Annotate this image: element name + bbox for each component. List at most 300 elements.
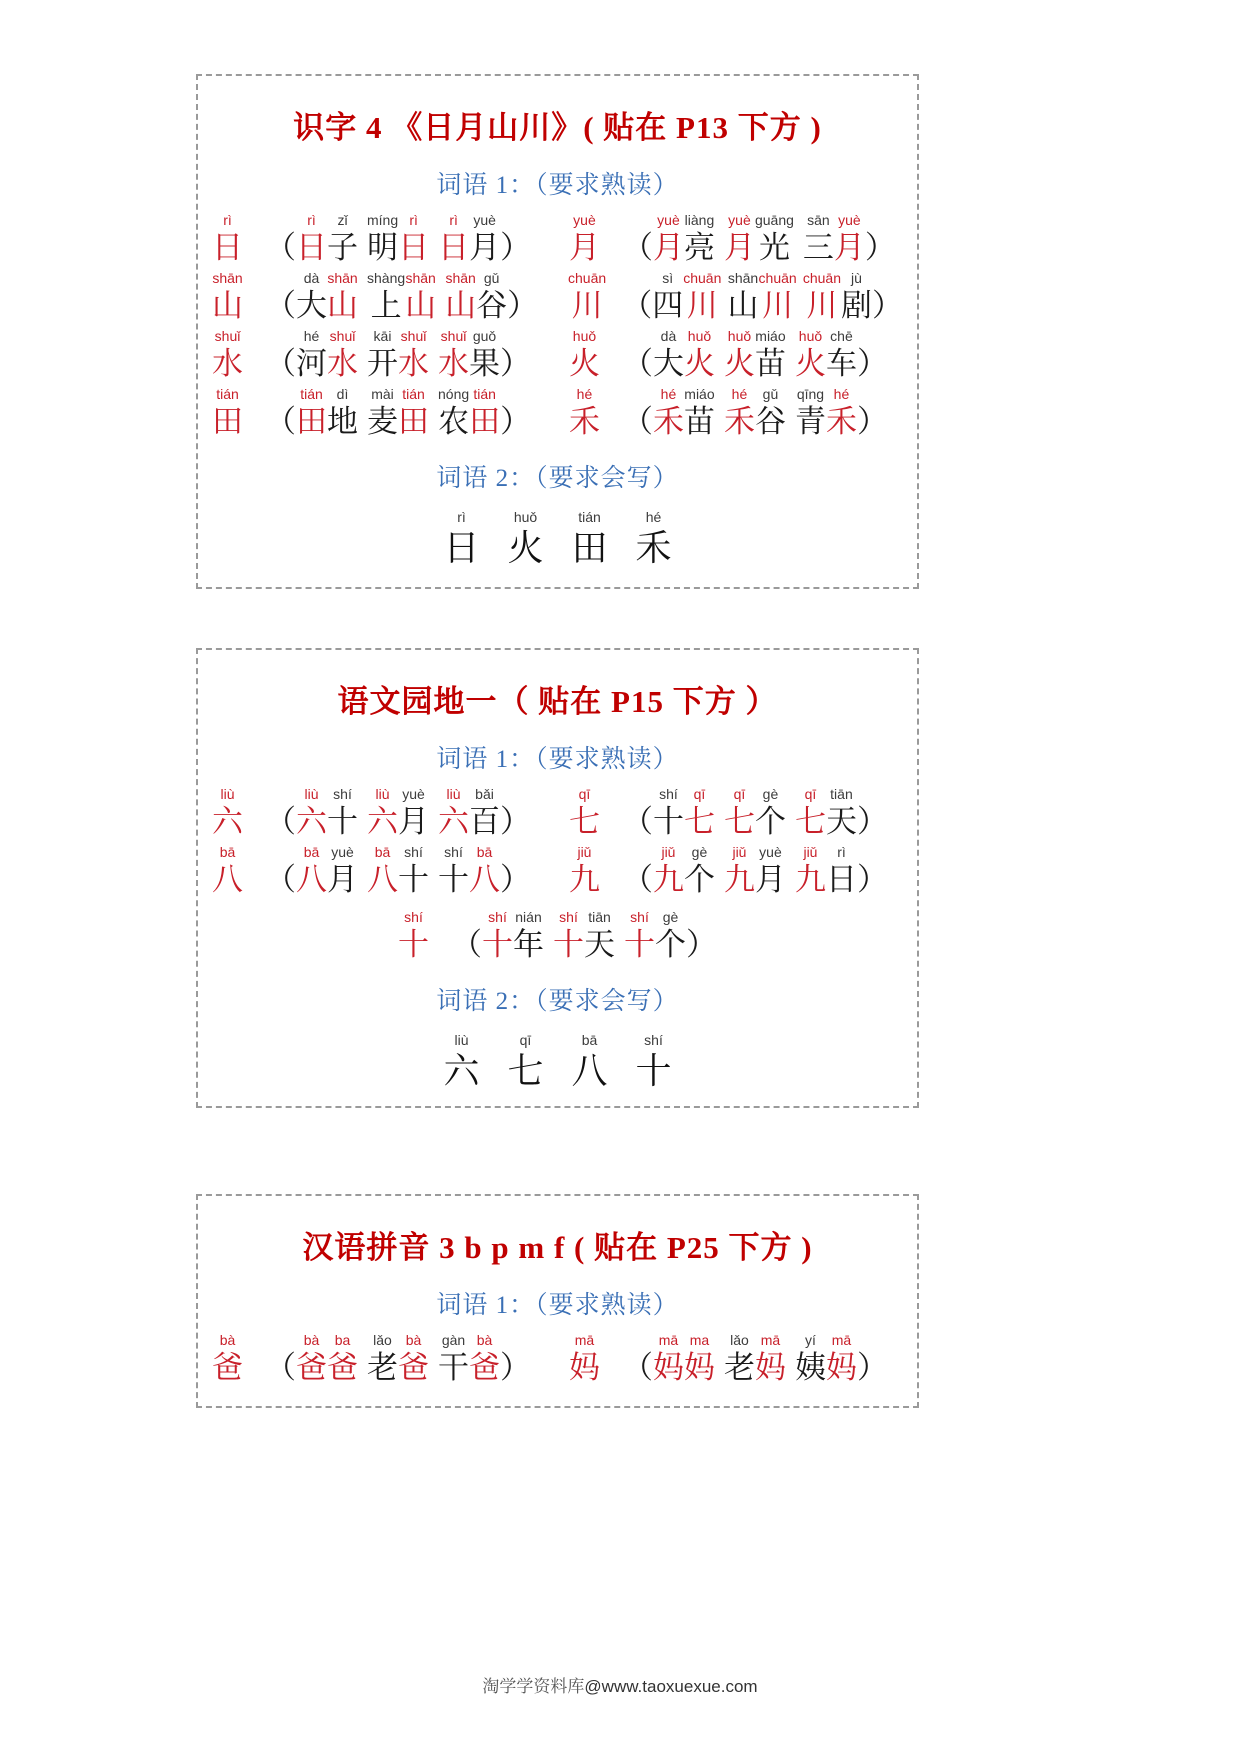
pinyin (514, 329, 518, 345)
word-group (212, 329, 569, 382)
annotated-char (367, 213, 398, 266)
write-char (636, 510, 672, 569)
watermark-cn: 淘学学资料库 (482, 1677, 585, 1696)
annotated-char (872, 271, 903, 324)
hanzi: 十 (327, 803, 358, 839)
hanzi: 禾 (652, 403, 684, 439)
hanzi: 爸 (327, 1349, 358, 1385)
hanzi: ） (500, 345, 531, 381)
annotated-char (622, 787, 653, 840)
annotated-char (367, 329, 398, 382)
annotated-char (755, 787, 786, 840)
annotated-char (296, 387, 327, 440)
annotated-char (584, 910, 615, 963)
hanzi: 光 (758, 229, 790, 265)
hanzi: 月 (469, 229, 501, 265)
pinyin: míng (367, 212, 399, 228)
write-chars-row (198, 510, 917, 569)
hanzi: 大 (652, 345, 684, 381)
annotated-char (212, 845, 243, 898)
pinyin: qī (519, 1032, 532, 1048)
annotated-char (265, 387, 296, 440)
annotated-char (367, 271, 405, 324)
hanzi: 田 (571, 527, 608, 568)
pinyin (514, 787, 518, 803)
annotated-char (469, 1333, 500, 1386)
pinyin: bā (374, 844, 391, 860)
pinyin: liù (220, 786, 235, 802)
pinyin: hé (303, 328, 320, 344)
annotated-char (622, 387, 653, 440)
pinyin: qī (733, 786, 746, 802)
pinyin: hé (660, 386, 677, 402)
hanzi: 个 (754, 803, 786, 839)
card-title: 汉语拼音 3 b p m f ( 贴在 P25 下方 ) (302, 1230, 813, 1265)
hanzi: 水 (327, 345, 358, 381)
annotated-char (500, 1333, 531, 1386)
pinyin: huǒ (513, 509, 538, 525)
hanzi: （ (621, 1349, 653, 1385)
hanzi: ） (864, 229, 896, 265)
pinyin: chuān (568, 270, 607, 286)
pinyin: dà (303, 270, 320, 286)
annotated-char (826, 387, 857, 440)
annotated-char (405, 271, 436, 324)
hanzi: ） (856, 345, 888, 381)
pinyin: tián (473, 386, 496, 402)
hanzi: 河 (296, 345, 327, 381)
annotated-char (759, 271, 797, 324)
annotated-char (212, 271, 243, 324)
annotated-char (296, 271, 327, 324)
annotated-char (724, 1333, 755, 1386)
annotated-char (212, 213, 243, 266)
hanzi: 七 (794, 803, 826, 839)
hanzi: 月 (568, 229, 600, 265)
hanzi: 七 (683, 803, 715, 839)
pinyin: miáo (755, 328, 786, 344)
card-shizi-4 (196, 74, 919, 589)
hanzi: 禾 (568, 403, 600, 439)
annotated-char (438, 1333, 469, 1386)
section-heading-ciyu2: 词语 2：（要求会写） (436, 988, 679, 1015)
hanzi: 麦 (367, 403, 398, 439)
footer-watermark (0, 1672, 1240, 1697)
annotated-char (500, 845, 531, 898)
pinyin: sì (662, 270, 674, 286)
pinyin: yuè (657, 212, 680, 228)
pinyin: gè (662, 909, 679, 925)
annotated-char (500, 329, 531, 382)
pinyin: hé (731, 386, 748, 402)
annotated-char (469, 787, 500, 840)
pinyin (636, 787, 640, 803)
pinyin: shí (488, 909, 507, 925)
hanzi: 田 (398, 403, 429, 439)
hanzi: ） (500, 1349, 531, 1385)
hanzi: 七 (568, 803, 600, 839)
word-group (212, 787, 569, 840)
hanzi: 水 (398, 345, 429, 381)
hanzi: 川 (571, 287, 603, 323)
word-group (569, 329, 903, 382)
annotated-char (865, 213, 896, 266)
annotated-char (469, 387, 500, 440)
annotated-char (826, 845, 857, 898)
annotated-char (212, 387, 243, 440)
annotated-char (367, 845, 398, 898)
write-chars-row (198, 1033, 917, 1092)
pinyin: rì (449, 212, 458, 228)
hanzi: 八 (571, 1050, 608, 1091)
pinyin: liù (304, 786, 319, 802)
pinyin: shuǐ (400, 328, 427, 344)
pinyin: shí (404, 909, 423, 925)
pinyin (636, 329, 640, 345)
annotated-char (622, 329, 653, 382)
pinyin: liù (454, 1032, 469, 1048)
hanzi: ） (507, 287, 539, 323)
pinyin: yuè (728, 212, 751, 228)
annotated-char (724, 213, 755, 266)
hanzi: （ (265, 345, 296, 381)
word-rows-container (198, 1333, 917, 1386)
hanzi: （ (451, 926, 482, 962)
annotated-char (327, 329, 358, 382)
pinyin: chuān (758, 270, 797, 286)
annotated-char (755, 213, 794, 266)
pinyin: jiǔ (661, 844, 676, 860)
annotated-char (265, 1333, 296, 1386)
hanzi: 天 (825, 803, 857, 839)
hanzi: （ (265, 229, 296, 265)
annotated-char (367, 787, 398, 840)
annotated-char (652, 271, 683, 324)
hanzi: 火 (683, 345, 715, 381)
annotated-char (826, 787, 857, 840)
annotated-char (482, 910, 513, 963)
pinyin: bā (219, 844, 236, 860)
pinyin: zǐ (337, 212, 348, 228)
pinyin: huǒ (727, 328, 752, 344)
pinyin: lǎo (730, 1332, 749, 1348)
annotated-char (327, 213, 358, 266)
pinyin: jù (851, 270, 862, 286)
pinyin: hé (645, 509, 662, 525)
pinyin: tián (300, 386, 323, 402)
hanzi: 剧 (841, 287, 872, 323)
annotated-char (438, 213, 469, 266)
annotated-char (653, 787, 684, 840)
annotated-char (265, 845, 296, 898)
annotated-char (568, 271, 606, 324)
hanzi: 果 (469, 345, 500, 381)
hanzi: ） (500, 403, 532, 439)
hanzi: 水 (438, 345, 469, 381)
annotated-char (728, 271, 759, 324)
word-group (212, 387, 569, 440)
hanzi: 月 (327, 861, 358, 897)
hanzi: 火 (723, 345, 755, 381)
pinyin (878, 213, 882, 229)
hanzi: 妈 (683, 1349, 715, 1385)
hanzi: 谷 (754, 403, 786, 439)
hanzi: 日 (443, 527, 480, 568)
hanzi: 十 (398, 926, 429, 962)
annotated-char (327, 387, 358, 440)
hanzi: 火 (507, 527, 544, 568)
hanzi: 妈 (825, 1349, 857, 1385)
pinyin (636, 387, 640, 403)
hanzi: 日 (296, 229, 327, 265)
annotated-char (826, 1333, 857, 1386)
annotated-char (857, 329, 888, 382)
pinyin: bà (476, 1332, 493, 1348)
hanzi: 天 (584, 926, 615, 962)
annotated-char (755, 1333, 786, 1386)
hanzi: 爸 (296, 1349, 327, 1385)
pinyin: gè (691, 844, 708, 860)
annotated-char (500, 787, 531, 840)
pinyin (700, 910, 704, 926)
pinyin: rì (457, 509, 466, 525)
annotated-char (265, 329, 296, 382)
hanzi: 老 (723, 1349, 755, 1385)
pinyin: bà (303, 1332, 320, 1348)
pinyin: bā (476, 844, 493, 860)
hanzi: 车 (825, 345, 857, 381)
annotated-char (653, 213, 684, 266)
pinyin (636, 845, 640, 861)
pinyin: rì (837, 844, 846, 860)
hanzi: 山 (405, 287, 437, 323)
word-group (568, 271, 903, 324)
annotated-char (367, 1333, 398, 1386)
word-row (212, 1333, 903, 1386)
pinyin: huǒ (687, 328, 712, 344)
annotated-char (857, 787, 888, 840)
hanzi: 九 (568, 861, 600, 897)
hanzi: （ (621, 861, 653, 897)
pinyin (514, 387, 518, 403)
annotated-char (398, 1333, 429, 1386)
pinyin (636, 213, 640, 229)
pinyin: yuè (331, 844, 354, 860)
pinyin: kāi (373, 328, 392, 344)
annotated-char (653, 845, 684, 898)
pinyin: shān (727, 270, 759, 286)
pinyin: shí (444, 844, 463, 860)
annotated-char (296, 787, 327, 840)
pinyin: guǒ (472, 328, 497, 344)
annotated-char (857, 387, 888, 440)
pinyin: qī (578, 786, 591, 802)
pinyin: bà (219, 1332, 236, 1348)
hanzi: （ (621, 403, 653, 439)
hanzi: ） (856, 861, 888, 897)
pinyin: hé (833, 386, 850, 402)
word-group (569, 787, 903, 840)
pinyin: nián (515, 909, 542, 925)
hanzi: 苗 (754, 345, 786, 381)
pinyin: shuǐ (440, 328, 467, 344)
pinyin: shí (644, 1032, 663, 1048)
word-group (569, 1333, 903, 1386)
hanzi: 月 (754, 861, 786, 897)
hanzi: 姨 (794, 1349, 826, 1385)
word-row-center (212, 910, 903, 963)
hanzi: 农 (438, 403, 470, 439)
pinyin (871, 845, 875, 861)
annotated-char (684, 787, 715, 840)
write-char (443, 510, 479, 569)
annotated-char (795, 387, 826, 440)
pinyin: gè (762, 786, 779, 802)
annotated-char (451, 910, 482, 963)
hanzi: 青 (794, 403, 826, 439)
hanzi: 八 (367, 861, 398, 897)
annotated-char (327, 787, 358, 840)
hanzi: 十 (652, 803, 684, 839)
hanzi: 日 (398, 229, 430, 265)
annotated-char (513, 910, 544, 963)
annotated-char (296, 1333, 327, 1386)
pinyin: bā (581, 1032, 598, 1048)
word-row (212, 787, 903, 840)
hanzi: 月 (398, 803, 429, 839)
hanzi: 妈 (754, 1349, 786, 1385)
hanzi: 爸 (212, 1349, 243, 1385)
hanzi: 七 (507, 1050, 544, 1091)
hanzi: （ (265, 403, 296, 439)
write-char (572, 510, 608, 569)
word-rows-container (198, 213, 917, 440)
section-heading-ciyu1: 词语 1：（要求熟读） (436, 172, 679, 199)
hanzi: 田 (212, 403, 243, 439)
annotated-char (622, 213, 653, 266)
pinyin: yuè (402, 786, 425, 802)
hanzi: 川 (806, 287, 838, 323)
pinyin: qī (804, 786, 817, 802)
annotated-char (684, 213, 715, 266)
hanzi: 六 (296, 803, 327, 839)
pinyin: ba (334, 1332, 351, 1348)
hanzi: 田 (469, 403, 501, 439)
hanzi: 子 (327, 229, 358, 265)
hanzi: （ (621, 803, 653, 839)
pinyin: miáo (684, 386, 715, 402)
word-row (212, 387, 903, 440)
hanzi: 月 (652, 229, 684, 265)
pinyin: rì (223, 212, 232, 228)
annotated-char (653, 329, 684, 382)
pinyin (465, 910, 469, 926)
card-yuwen-yuandi-1 (196, 648, 919, 1108)
pinyin: yuè (473, 212, 496, 228)
annotated-char (724, 329, 755, 382)
hanzi: （ (621, 345, 653, 381)
hanzi: 日 (212, 229, 243, 265)
word-group (569, 387, 903, 440)
pinyin: gǔ (483, 270, 500, 286)
hanzi: 九 (652, 861, 684, 897)
pinyin (279, 329, 283, 345)
write-char (636, 1033, 672, 1092)
write-char (507, 1033, 543, 1092)
annotated-char (624, 910, 655, 963)
annotated-char (724, 787, 755, 840)
annotated-char (684, 387, 715, 440)
hanzi: 个 (683, 861, 715, 897)
hanzi: 火 (568, 345, 600, 381)
hanzi: 六 (443, 1050, 480, 1091)
hanzi: 明 (367, 229, 399, 265)
hanzi: 八 (212, 861, 243, 897)
annotated-char (684, 329, 715, 382)
annotated-char (569, 845, 600, 898)
word-row (212, 329, 903, 382)
annotated-char (367, 387, 398, 440)
hanzi: 十 (482, 926, 513, 962)
pinyin: ma (689, 1332, 710, 1348)
annotated-char (398, 787, 429, 840)
annotated-char (724, 387, 755, 440)
hanzi: 苗 (683, 403, 715, 439)
pinyin: yuè (838, 212, 861, 228)
word-group (212, 1333, 569, 1386)
pinyin (871, 1333, 875, 1349)
annotated-char (438, 329, 469, 382)
hanzi: 十 (624, 926, 655, 962)
pinyin: shí (659, 786, 678, 802)
annotated-char (212, 1333, 243, 1386)
pinyin: jiǔ (732, 844, 747, 860)
pinyin: jiǔ (577, 844, 592, 860)
hanzi: （ (621, 229, 653, 265)
card-title: 识字 4 《日月山川》( 贴在 P13 下方 ) (293, 110, 822, 145)
pinyin: mā (658, 1332, 679, 1348)
annotated-char (803, 213, 834, 266)
pinyin: tián (402, 386, 425, 402)
word-group (569, 845, 903, 898)
annotated-char (398, 910, 429, 963)
hanzi: 九 (723, 861, 755, 897)
hanzi: 谷 (476, 287, 508, 323)
hanzi: 个 (655, 926, 686, 962)
pinyin: chuān (683, 270, 722, 286)
word-group (212, 213, 569, 266)
pinyin: shí (333, 786, 352, 802)
pinyin: nóng (438, 386, 470, 402)
hanzi: 山 (212, 287, 243, 323)
hanzi: （ (265, 287, 296, 323)
hanzi: 月 (723, 229, 755, 265)
hanzi: 爸 (469, 1349, 500, 1385)
hanzi: 日 (825, 861, 857, 897)
pinyin (886, 271, 890, 287)
card-title: 语文园地一（ 贴在 P15 下方 ） (337, 684, 778, 719)
pinyin: mā (760, 1332, 781, 1348)
annotated-char (265, 213, 296, 266)
card-hanyu-pinyin-3 (196, 1194, 919, 1408)
hanzi: 妈 (568, 1349, 600, 1385)
annotated-char (795, 1333, 826, 1386)
annotated-char (438, 387, 469, 440)
annotated-char (265, 787, 296, 840)
annotated-char (795, 329, 826, 382)
hanzi: ） (872, 287, 903, 323)
annotated-char (398, 845, 429, 898)
